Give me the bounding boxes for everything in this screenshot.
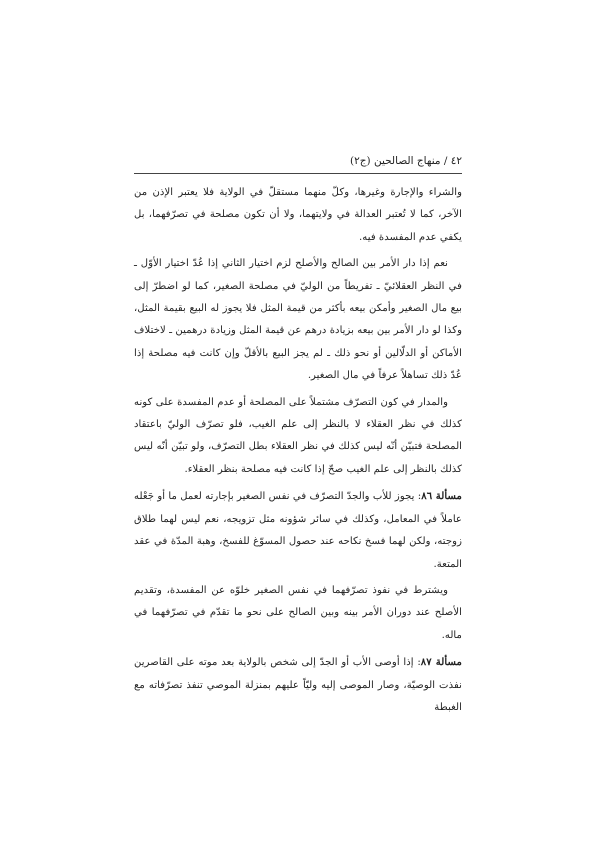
header-divider (134, 173, 462, 174)
paragraph-text: ويشترط في نفوذ تصرّفهما في نفس الصغير خلوّه عن المفسدة، وتقديم الأصلح عند دوران الأمر بينه وبين الصالح على نحو ما تقدّم في تصرّفهما في ماله. (134, 584, 462, 641)
running-title: ٤٢ / منهاج الصالحين (ج٢) (350, 155, 462, 167)
paragraph-text: والشراء والإجارة وغيرها، وكلّ منهما مستقلّ في الولاية فلا يعتبر الإذن من الآخر، كما لا تُعتبر العدالة في ولايتهما، ولا أن تكون مصلحة في تصرّفهما، بل يكفي عدم المفسدة فيه. (134, 187, 462, 243)
issue-paragraph (134, 485, 462, 576)
paragraph (134, 580, 462, 647)
issue-paragraph (134, 651, 462, 719)
paragraph (134, 392, 462, 482)
paragraph-text: : إذا أوصى الأب أو الجدّ إلى شخص بالولاية بعد موته على القاصرين نفذت الوصيّة، وصار الموصى إليه وليّاً عليهم بمنزلة الموصي تنفذ تصرّفاته مع الغبطة (134, 657, 462, 713)
paragraph-text: : يجوز للأب والجدّ التصرّف في نفس الصغير بإجارته لعمل ما أو جَعْله عاملاً في المعامل، وكذلك في سائر شؤونه مثل تزويجه، نعم ليس لهما طلاق زوجته، ولكن لهما فسخ نكاحه عند حصول المسوّغ للفسخ، وهبة المدّة في عقد المتعة. (134, 491, 462, 570)
page-body (134, 182, 462, 723)
paragraph-text: نعم إذا دار الأمر بين الصالح والأصلح لزم اختيار الثاني إذا عُدّ اختيار الأوّل ـ في النظر العقلائيّ ـ تفريطاً من الوليّ في مصلحة الصغير، كما لو اضطرّ إلى بيع مال الصغير وأمكن بيعه بأكثر من قيمة المثل فلا يجوز له البيع بقيمة المثل، وكذا لو دار الأمر بين بيعه بزيادة درهم عن قيمة المثل وزيادة درهمين ـ لاختلاف الأماكن أو الدلّالين أو نحو ذلك ـ لم يجز البيع بالأقلّ وإن كانت فيه مصلحة إذا عُدّ ذلك تساهلاً عرفاً في مال الصغير. (134, 258, 462, 382)
issue-label: مسألة ٨٧ (420, 656, 462, 669)
running-header (134, 152, 462, 172)
paragraph (134, 253, 462, 387)
issue-label: مسألة ٨٦ (421, 490, 463, 503)
paragraph (134, 182, 462, 249)
paragraph-text: والمدار في كون التصرّف مشتملاً على المصلحة أو عدم المفسدة على كونه كذلك في نظر العقلاء لا بالنظر إلى علم الغيب، فلو تصرّف الوليّ باعتقاد المصلحة فتبيّن أنّه ليس كذلك في نظر العقلاء بطل التصرّف، ولو تبيّن أنّه ليس كذلك بالنظر إلى علم الغيب صحّ إذا كانت فيه مصلحة بنظر العقلاء. (134, 396, 462, 475)
